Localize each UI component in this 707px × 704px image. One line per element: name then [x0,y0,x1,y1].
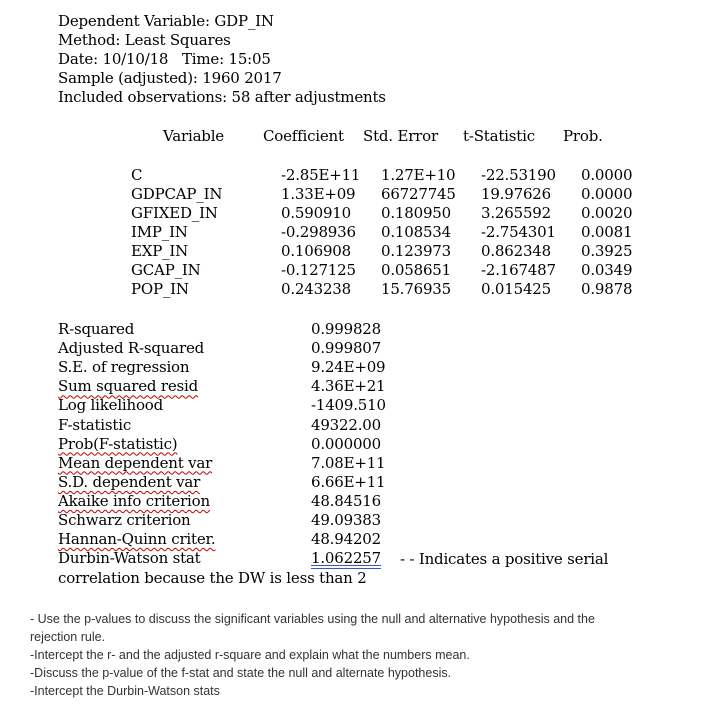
table-cell-prob: 0.3925 [581,242,633,260]
stat-value: -1409.510 [311,396,386,415]
col-header-t-statistic: t-Statistic [463,127,535,145]
table-cell-coefficient: -2.85E+11 [281,166,361,184]
table-cell-t-stat: 0.862348 [481,242,551,260]
stat-label: Akaike info criterion [58,491,210,510]
stat-value: 48.84516 [311,491,381,510]
regression-header [58,12,386,107]
table-cell-std-error: 15.76935 [381,280,451,298]
table-cell-coefficient: 1.33E+09 [281,185,356,203]
stat-label: R-squared [58,320,135,338]
col-header-coefficient: Coefficient [263,127,344,145]
table-cell-t-stat: -2.754301 [481,223,556,241]
table-cell-variable: POP_IN [131,280,189,298]
table-cell-std-error: 66727745 [381,185,456,203]
table-cell-std-error: 0.180950 [381,204,451,222]
stat-value: 0.000000 [311,434,381,453]
table-cell-prob: 0.0000 [581,185,633,203]
method: Method: Least Squares [58,31,231,49]
table-cell-std-error: 0.123973 [381,242,451,260]
question-line: -Intercept the r- and the adjusted r-square and explain what the numbers mean. [30,648,470,662]
question-line: -Intercept the Durbin-Watson stats [30,684,220,698]
table-cell-t-stat: 19.97626 [481,185,551,203]
table-cell-prob: 0.0000 [581,166,633,184]
question-line: -Discuss the p-value of the f-stat and state the null and alternate hypothesis. [30,666,452,680]
stat-label: Mean dependent var [58,453,213,472]
table-cell-variable: GDPCAP_IN [131,185,223,203]
stat-label: Prob(F-statistic) [58,434,178,453]
table-cell-prob: 0.0081 [581,223,633,241]
table-cell-prob: 0.0349 [581,261,633,279]
stat-label: Schwarz criterion [58,511,191,529]
sample: Sample (adjusted): 1960 2017 [58,69,282,87]
dw-note-continuation: correlation because the DW is less than 2 [58,569,367,587]
table-cell-coefficient: 0.590910 [281,204,351,222]
table-cell-variable: C [131,166,143,184]
stat-label: Durbin-Watson stat [58,549,201,568]
table-cell-t-stat: -22.53190 [481,166,556,184]
table-cell-variable: EXP_IN [131,242,189,260]
dw-note: - - Indicates a positive serial [400,550,609,568]
table-cell-prob: 0.0020 [581,204,633,222]
table-cell-t-stat: -2.167487 [481,261,556,279]
table-cell-coefficient: 0.106908 [281,242,351,260]
col-header-variable: Variable [163,127,224,145]
table-cell-variable: GFIXED_IN [131,204,218,222]
table-cell-coefficient: -0.298936 [281,223,356,241]
stat-value: 6.66E+11 [311,472,386,491]
table-cell-std-error: 0.108534 [381,223,451,241]
table-cell-std-error: 0.058651 [381,261,451,279]
stat-label: Sum squared resid [58,377,198,396]
assignment-questions [30,610,595,700]
stat-value: 49322.00 [311,415,381,434]
stat-label: F-statistic [58,415,132,434]
dependent-variable: Dependent Variable: GDP_IN [58,12,274,30]
date-time: Date: 10/10/18 Time: 15:05 [58,50,271,68]
table-cell-coefficient: -0.127125 [281,261,356,279]
stat-value: 1.062257 [311,549,381,568]
table-cell-t-stat: 3.265592 [481,204,551,222]
table-cell-prob: 0.9878 [581,280,633,298]
question-line: - Use the p-values to discuss the significant variables using the null and alternative hypothesis and the [30,612,595,626]
stat-value: 4.36E+21 [311,377,386,396]
stat-value: 0.999807 [311,339,381,358]
table-cell-variable: GCAP_IN [131,261,201,279]
col-header-prob: Prob. [563,127,603,145]
stat-label: Log likelihood [58,396,164,415]
question-line: rejection rule. [30,630,106,644]
stat-label: S.D. dependent var [58,472,201,491]
table-cell-variable: IMP_IN [131,223,188,241]
col-header-std-error: Std. Error [363,127,438,145]
table-cell-std-error: 1.27E+10 [381,166,456,184]
stat-value: 49.09383 [311,511,381,529]
stat-label: Adjusted R-squared [58,339,205,358]
stat-value: 0.999828 [311,320,381,338]
stat-value: 48.94202 [311,530,381,549]
observations: Included observations: 58 after adjustments [58,88,386,106]
stat-value: 9.24E+09 [311,358,386,377]
stat-label: S.E. of regression [58,358,190,377]
table-cell-coefficient: 0.243238 [281,280,351,298]
stat-label: Hannan-Quinn criter. [58,530,216,549]
stat-value: 7.08E+11 [311,453,386,472]
table-cell-t-stat: 0.015425 [481,280,551,298]
